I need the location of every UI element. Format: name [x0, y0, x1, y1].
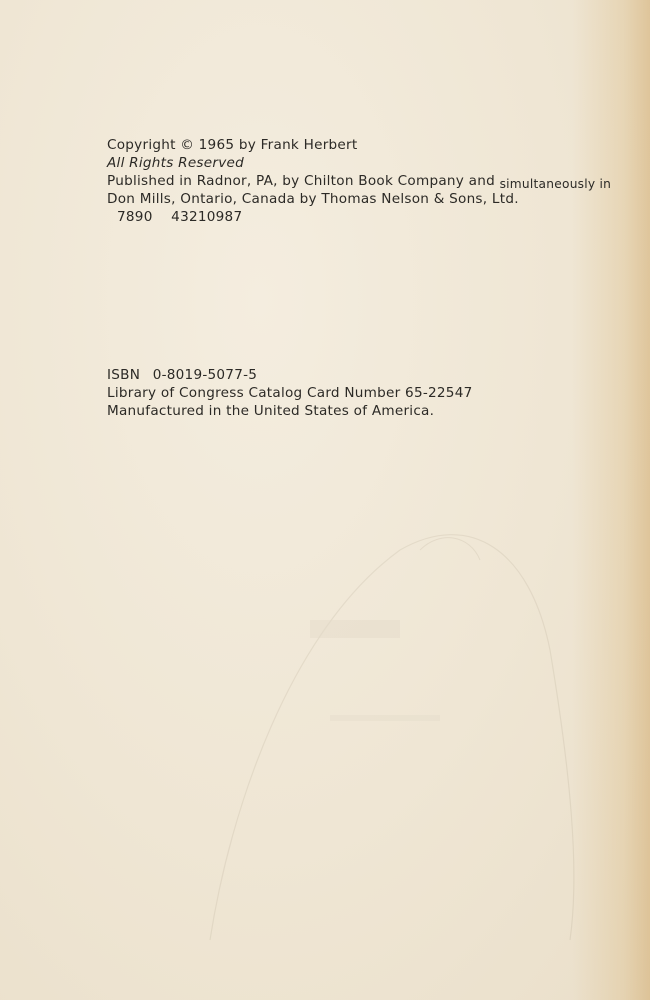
canada-publisher-line: Don Mills, Ontario, Canada by Thomas Nelson & Sons, Ltd.	[107, 191, 519, 207]
publisher-line-tail: simultaneously in	[499, 177, 612, 191]
manufactured-line: Manufactured in the United States of America.	[107, 403, 435, 419]
publisher-line-main: Published in Radnor, PA, by Chilton Book Company and	[107, 173, 495, 189]
lccn-line: Library of Congress Catalog Card Number 65-22547	[107, 385, 473, 401]
copyright-block	[107, 136, 611, 226]
isbn-line: ISBN 0-8019-5077-5	[107, 367, 258, 383]
publisher-line	[107, 172, 611, 190]
rights-reserved-line: All Rights Reserved	[107, 155, 245, 171]
show-through-illustration	[170, 510, 590, 950]
catalog-block	[107, 366, 473, 420]
printing-numbers: 7890 43210987	[117, 209, 243, 225]
copyright-line: Copyright © 1965 by Frank Herbert	[107, 137, 358, 153]
